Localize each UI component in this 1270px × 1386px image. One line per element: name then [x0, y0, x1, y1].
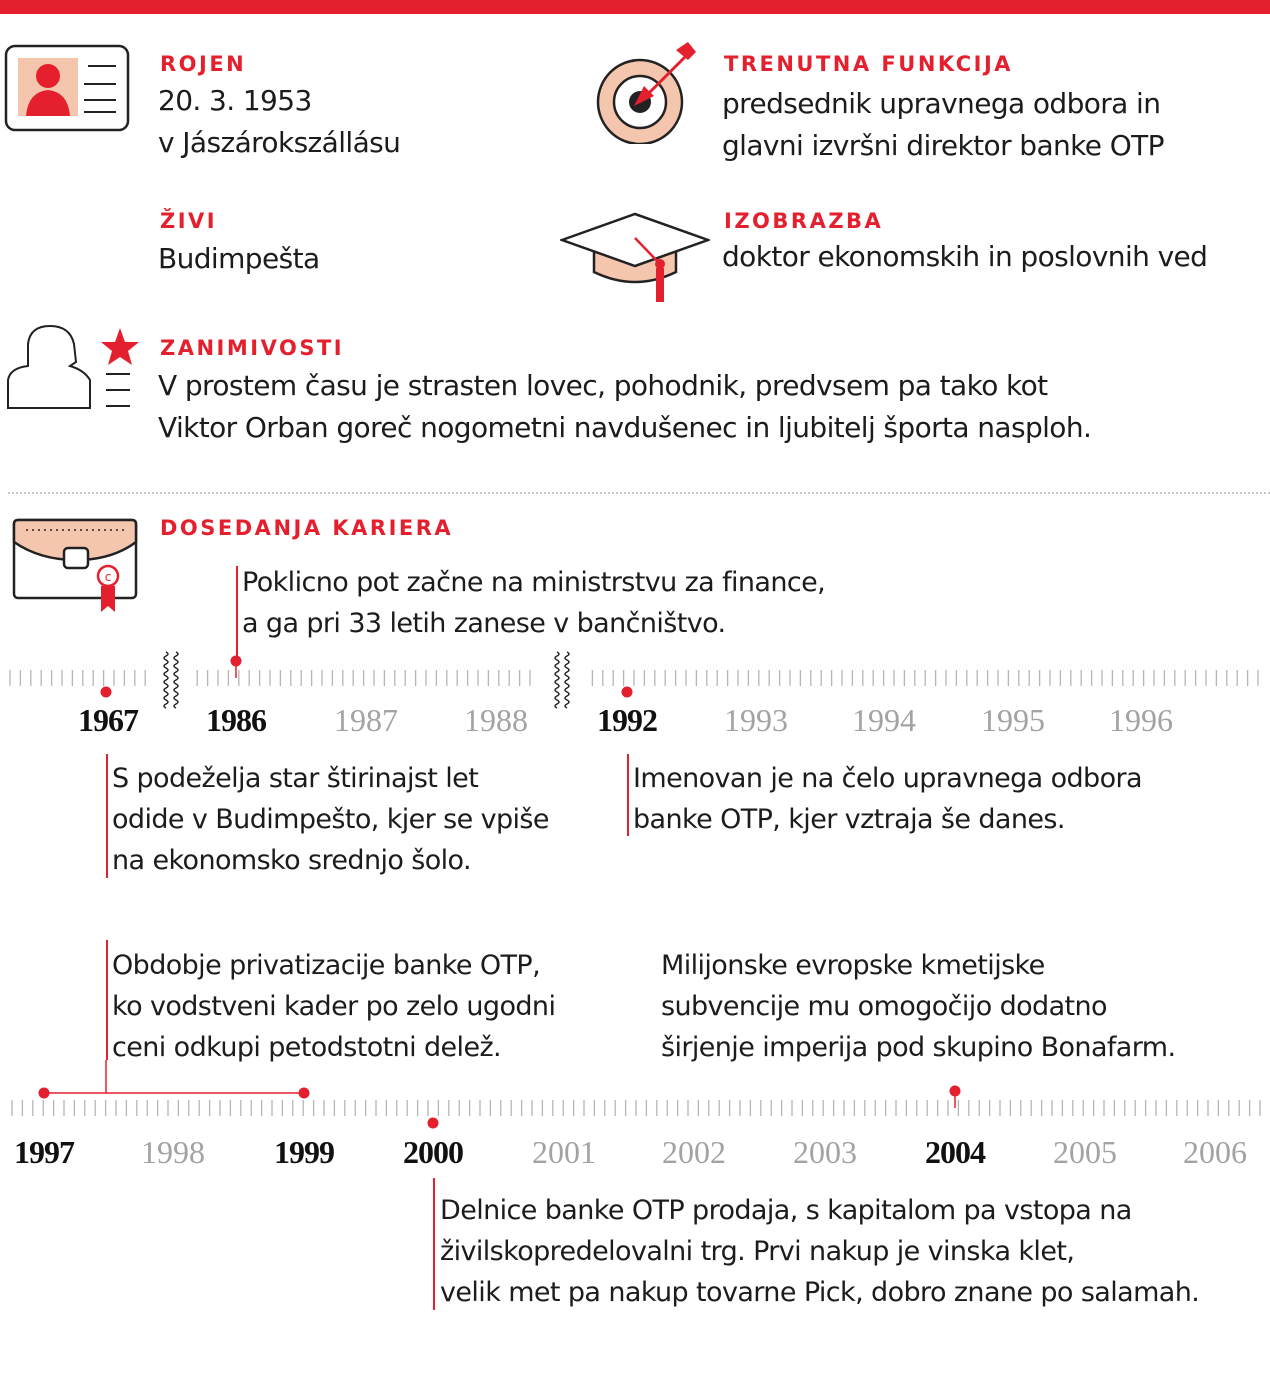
axis-break [164, 652, 168, 708]
axis-break [565, 652, 569, 708]
event-line: ko vodstveni kader po zelo ugodni [112, 991, 556, 1022]
event-marker-1967 [101, 687, 112, 698]
year-label: 1987 [334, 702, 398, 738]
year-label: 1998 [141, 1134, 205, 1170]
year-label: 1993 [724, 702, 788, 738]
event-1992 [633, 758, 1142, 840]
position-value [722, 83, 1164, 167]
event-marker-2000 [428, 1118, 439, 1129]
position-line-2: glavni izvršni direktor banke OTP [722, 129, 1164, 162]
axis-break [555, 652, 559, 708]
lives-value [158, 238, 320, 280]
education-value [722, 236, 1207, 278]
top-accent-bar [0, 0, 1270, 14]
year-label: 1992 [597, 702, 657, 738]
event-line: živilskopredelovalni trg. Prvi nakup je vinska klet, [440, 1236, 1075, 1267]
briefcase-icon [12, 516, 140, 618]
lives-label: ŽIVI [160, 209, 218, 233]
year-label: 2004 [925, 1134, 985, 1170]
year-label: 2002 [662, 1134, 726, 1170]
event-line-1967 [106, 754, 108, 878]
timeline-2-axis [0, 1060, 1270, 1140]
graduation-cap-icon [560, 208, 710, 308]
year-label: 2005 [1053, 1134, 1117, 1170]
year-label: 1997 [14, 1134, 74, 1170]
year-label: 1967 [78, 702, 138, 738]
target-arrow-icon [592, 40, 704, 144]
position-label: TRENUTNA FUNKCIJA [724, 52, 1014, 76]
event-line: banke OTP, kjer vztraja še danes. [633, 804, 1065, 835]
event-line: odide v Budimpešto, kjer se vpiše [112, 804, 549, 835]
event-line: na ekonomsko srednjo šolo. [112, 845, 471, 876]
year-label: 2000 [403, 1134, 463, 1170]
born-value [158, 80, 400, 164]
career-label: DOSEDANJA KARIERA [160, 516, 454, 540]
event-marker-1992 [622, 687, 633, 698]
year-label: 2006 [1183, 1134, 1247, 1170]
event-1986 [242, 562, 825, 644]
born-place: v Jászárokszállásu [158, 126, 401, 159]
axis-break [174, 652, 178, 708]
education-line-1: doktor ekonomskih in poslovnih ved [722, 240, 1208, 273]
interests-value [158, 365, 1091, 449]
id-card-icon [4, 44, 130, 132]
event-line: ceni odkupi petodstotni delež. [112, 1032, 502, 1063]
lives-city: Budimpešta [158, 242, 320, 275]
year-label: 1994 [852, 702, 916, 738]
year-label: 1995 [981, 702, 1045, 738]
education-label: IZOBRAZBA [724, 209, 884, 233]
year-label: 1986 [206, 702, 266, 738]
interests-line-1: V prostem času je strasten lovec, pohodnik, predvsem pa tako kot [158, 369, 1048, 402]
event-line: velik met pa nakup tovarne Pick, dobro znane po salamah. [440, 1277, 1200, 1308]
position-line-1: predsednik upravnega odbora in [722, 87, 1161, 120]
year-label: 2003 [793, 1134, 857, 1170]
event-line: širjenje imperija pod skupino Bonafarm. [661, 1032, 1176, 1063]
year-label: 1999 [274, 1134, 334, 1170]
event-line-1986 [236, 566, 238, 658]
event-2004 [661, 945, 1175, 1068]
event-line: Imenovan je na čelo upravnega odbora [633, 763, 1142, 794]
event-line: Poklicno pot začne na ministrstvu za finance, [242, 567, 826, 598]
event-1967 [112, 758, 549, 881]
year-label: 1988 [464, 702, 528, 738]
timeline-1-axis [0, 640, 1270, 710]
event-line-1997-1999 [106, 940, 108, 1060]
event-1997-1999 [112, 945, 555, 1068]
event-2000 [440, 1190, 1199, 1313]
section-divider [8, 492, 1270, 494]
interests-line-2: Viktor Orban goreč nogometni navdušenec in ljubitelj športa nasploh. [158, 411, 1092, 444]
event-marker-2004 [950, 1086, 961, 1097]
person-star-icon [4, 322, 140, 414]
event-line-1992 [627, 754, 629, 836]
born-label: ROJEN [160, 52, 247, 76]
event-marker-1999 [299, 1088, 310, 1099]
interests-label: ZANIMIVOSTI [160, 336, 345, 360]
year-label: 2001 [532, 1134, 596, 1170]
event-line-2000 [433, 1178, 435, 1310]
born-date: 20. 3. 1953 [158, 84, 312, 117]
year-label: 1996 [1109, 702, 1173, 738]
event-marker-1997 [39, 1088, 50, 1099]
event-line: S podeželja star štirinajst let [112, 763, 479, 794]
event-line: subvencije mu omogočijo dodatno [661, 991, 1107, 1022]
event-line: Milijonske evropske kmetijske [661, 950, 1045, 981]
svg-text:c: c [104, 570, 112, 584]
event-line: a ga pri 33 letih zanese v bančništvo. [242, 608, 726, 639]
event-line: Obdobje privatizacije banke OTP, [112, 950, 541, 981]
event-line: Delnice banke OTP prodaja, s kapitalom pa vstopa na [440, 1195, 1132, 1226]
